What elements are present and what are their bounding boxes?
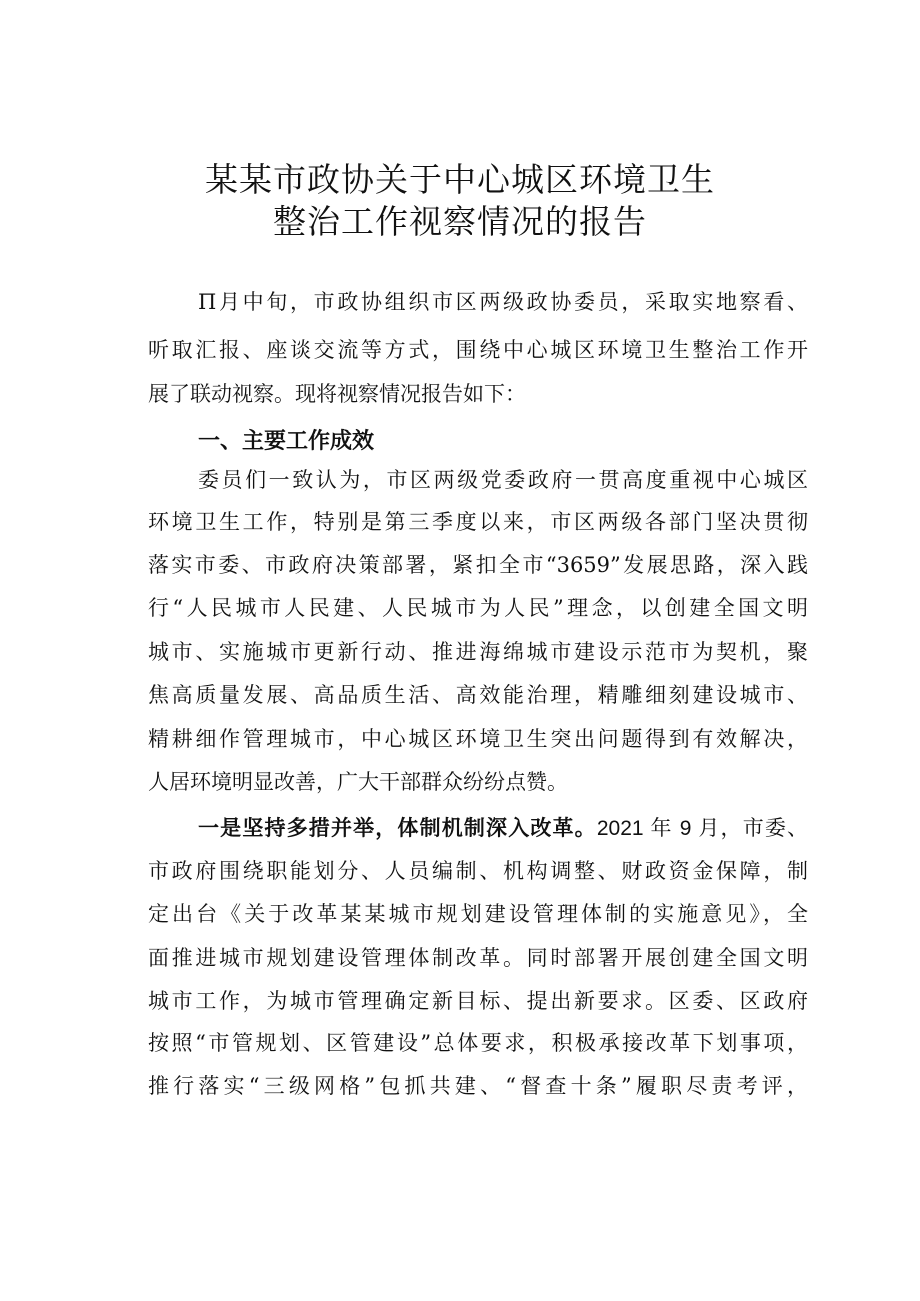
paragraph-line: 焦高质量发展、高品质生活、高效能治理，精雕细刻建设城市、 [148,683,808,707]
bold-lead-text: 一是坚持多措并举，体制机制深入改革。 [198,816,597,840]
document-title-line-1: 某某市政协关于中心城区环境卫生 [205,160,715,199]
paragraph-line: 行“人民城市人民建、人民城市为人民”理念，以创建全国文明 [148,596,808,620]
paragraph-line: 推行落实“三级网格”包抓共建、“督查十条”履职尽责考评， [148,1074,808,1098]
paragraph-line: 人居环境明显改善，广大干部群众纷纷点赞。 [148,770,568,794]
intro-line-1: Π月中旬，市政协组织市区两级政协委员，采取实地察看、 [198,290,808,314]
paragraph-line: 精耕细作管理城市，中心城区环境卫生突出问题得到有效解决， [148,727,808,751]
paragraph-line: 城市工作，为城市管理确定新目标、提出新要求。区委、区政府 [148,989,808,1013]
paragraph-line: 委员们一致认为，市区两级党委政府一贯高度重视中心城区 [198,468,808,492]
intro-line-3: 展了联动视察。现将视察情况报告如下： [148,382,526,406]
section-heading: 一、主要工作成效 [198,429,375,454]
lead-line-rest: 2021 年 9 月，市委、 [596,817,809,840]
paragraph-line: 市政府围绕职能划分、人员编制、机构调整、财政资金保障，制 [148,859,808,883]
paragraph-line: 环境卫生工作，特别是第三季度以来，市区两级各部门坚决贯彻 [148,510,808,534]
paragraph-lead-line [198,816,808,841]
paragraph-line: 定出台《关于改革某某城市规划建设管理体制的实施意见》，全 [148,902,808,926]
paragraph-line: 城市、实施城市更新行动、推进海绵城市建设示范市为契机，聚 [148,640,808,664]
document-title-line-2: 整治工作视察情况的报告 [273,202,647,241]
paragraph-line: 落实市委、市政府决策部署，紧扣全市“3659”发展思路，深入践 [148,553,808,577]
intro-line-2: 听取汇报、座谈交流等方式，围绕中心城区环境卫生整治工作开 [148,338,808,362]
paragraph-line: 按照“市管规划、区管建设”总体要求，积极承接改革下划事项， [148,1031,808,1055]
paragraph-line: 面推进城市规划建设管理体制改革。同时部署开展创建全国文明 [148,946,808,970]
